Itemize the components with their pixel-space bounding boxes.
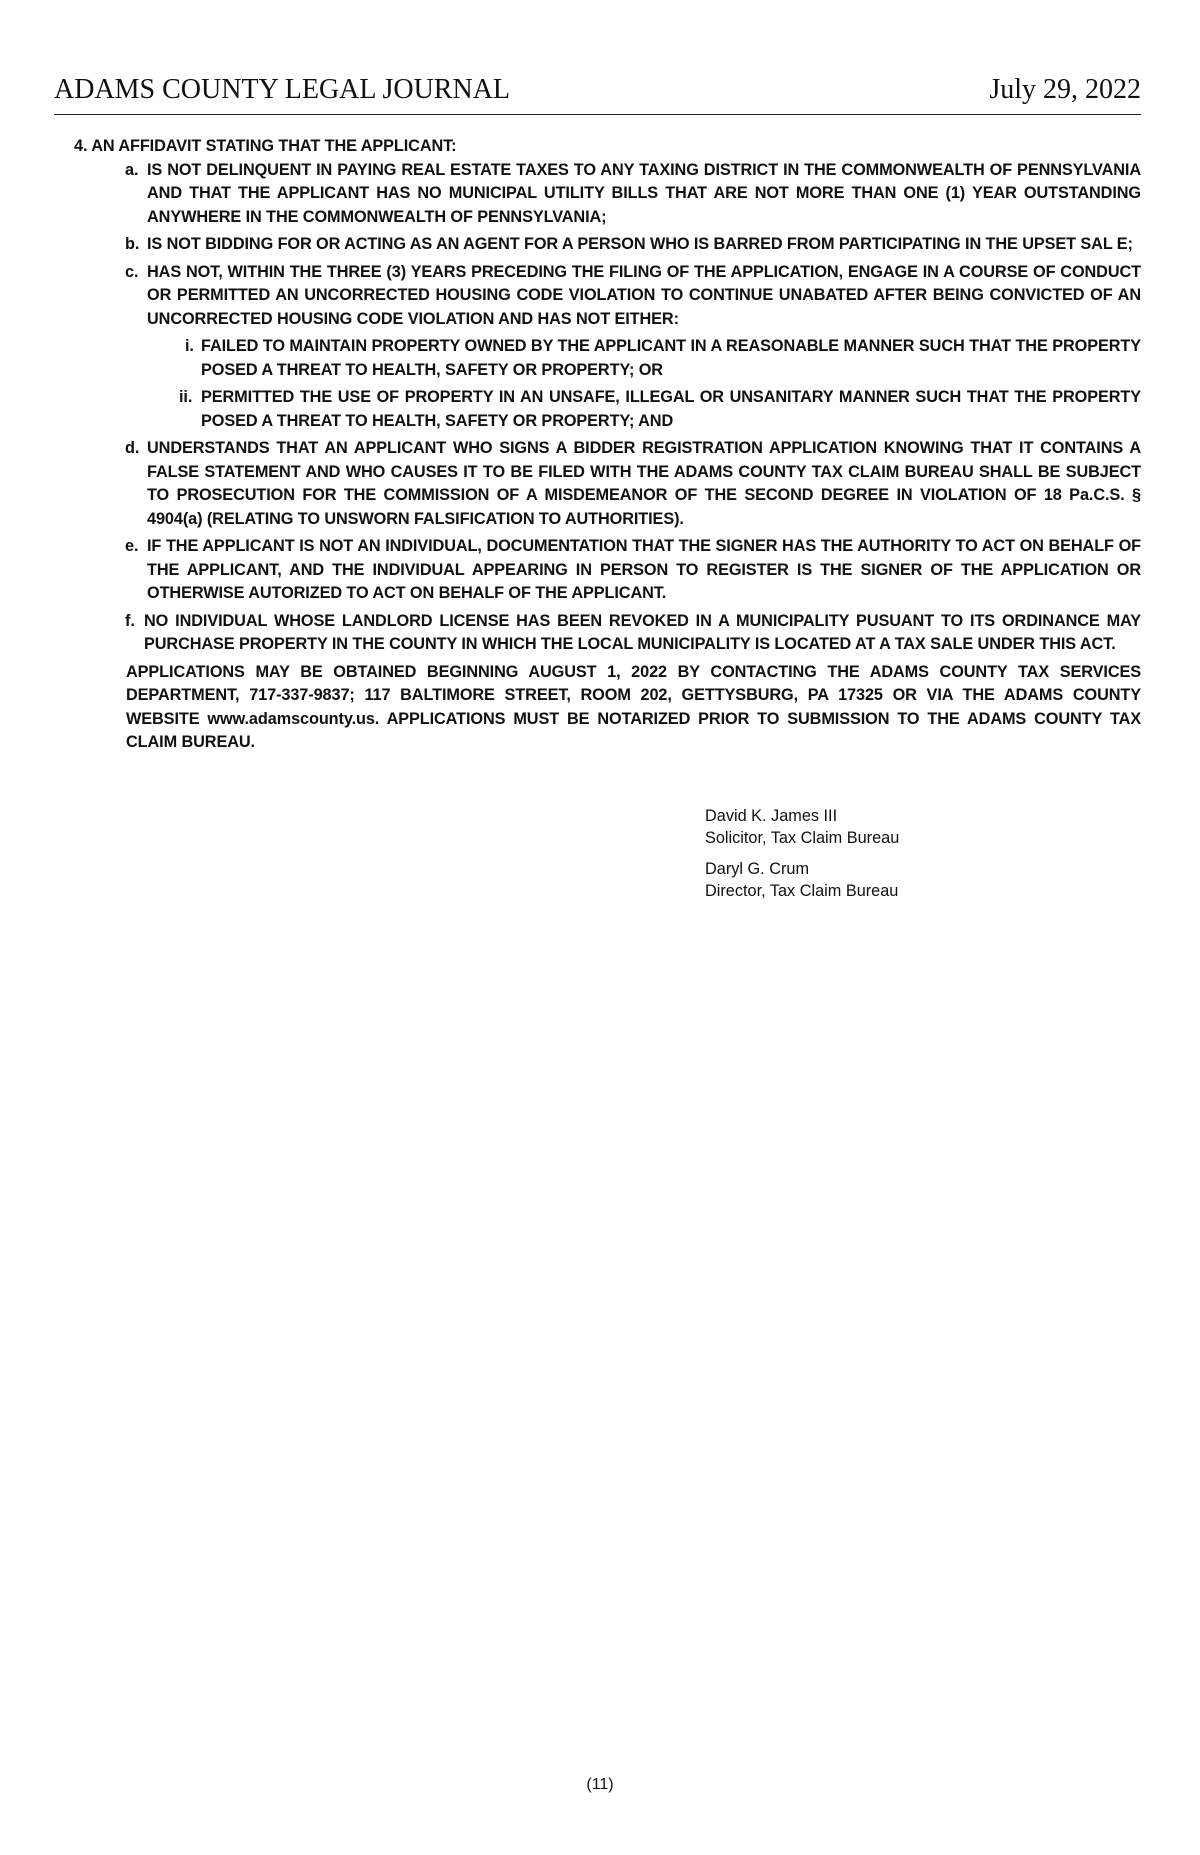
journal-title: ADAMS COUNTY LEGAL JOURNAL — [54, 74, 511, 105]
sub-item-f-text: NO INDIVIDUAL WHOSE LANDLORD LICENSE HAS BEEN REVOKED IN A MUNICIPALITY PUSUANT TO ITS ORDINANCE MAY PURCHASE PROPERTY IN THE COUNTY IN WHICH THE LOCAL MUNICIPALITY IS LOCATED AT A TAX SALE UNDER THIS ACT. — [144, 611, 1141, 653]
sub-item-b-marker: b. — [125, 235, 140, 253]
sub-item-a — [74, 159, 1141, 230]
issue-date: July 29, 2022 — [989, 74, 1141, 105]
page-number: (11) — [586, 1776, 614, 1793]
item-4-heading: 4. AN AFFIDAVIT STATING THAT THE APPLICANT: — [74, 137, 457, 155]
sub-item-c-marker: c. — [125, 262, 139, 281]
sub-item-d-marker: d. — [125, 439, 140, 457]
signature-solicitor — [705, 805, 899, 849]
notice-body — [74, 135, 1141, 755]
sub-item-c-text: HAS NOT, WITHIN THE THREE (3) YEARS PRECEDING THE FILING OF THE APPLICATION, ENGAGE IN A COURSE OF CONDUCT OR PERMITTED AN UNCORRECTED HOUSING CODE VIOLATION TO CONTINUE UNABATED AFTER BEING CONVICTED OF AN UNCORRECTED HOUSING CODE VIOLATION AND HAS NOT EITHER: — [147, 262, 1141, 328]
signature-blocks — [705, 805, 899, 911]
sub-item-b — [74, 233, 1141, 257]
sub-item-c — [74, 261, 1141, 332]
sub-item-c-i-marker: i. — [185, 337, 194, 355]
page-header — [54, 62, 1141, 115]
sub-item-c-i — [74, 335, 1141, 382]
sub-item-c-ii-marker: ii. — [179, 388, 193, 406]
signer-title: Solicitor, Tax Claim Bureau — [705, 829, 900, 847]
signer-name: David K. James III — [705, 807, 838, 825]
sub-item-f — [74, 610, 1141, 657]
sub-item-a-text: IS NOT DELINQUENT IN PAYING REAL ESTATE TAXES TO ANY TAXING DISTRICT IN THE COMMONWEALTH OF PENNSYLVANIA AND THAT THE APPLICANT HAS NO MUNICIPAL UTILITY BILLS THAT ARE NOT MORE THAN ONE (1) YEAR OUTSTANDING ANYWHERE IN THE COMMONWEALTH OF PENNSYLVANIA; — [147, 160, 1141, 226]
sub-item-e — [74, 535, 1141, 606]
sub-item-c-ii-text: PERMITTED THE USE OF PROPERTY IN AN UNSAFE, ILLEGAL OR UNSANITARY MANNER SUCH THAT THE PROPERTY POSED A THREAT TO HEALTH, SAFETY OR PROPERTY; AND — [201, 388, 1141, 430]
sub-item-e-text: IF THE APPLICANT IS NOT AN INDIVIDUAL, DOCUMENTATION THAT THE SIGNER HAS THE AUTHORITY TO ACT ON BEHALF OF THE APPLICANT, AND THE INDIVIDUAL APPEARING IN PERSON TO REGISTER IS THE SIGNER OF THE APPLICATION OR OTHERWISE AUTORIZED TO ACT ON BEHALF OF THE APPLICANT. — [147, 537, 1141, 602]
sub-item-b-text: IS NOT BIDDING FOR OR ACTING AS AN AGENT FOR A PERSON WHO IS BARRED FROM PARTICIPATING IN THE UPSET SAL E; — [147, 235, 1133, 253]
sub-item-e-marker: e. — [125, 537, 139, 555]
sub-item-c-i-text: FAILED TO MAINTAIN PROPERTY OWNED BY THE APPLICANT IN A REASONABLE MANNER SUCH THAT THE PROPERTY POSED A THREAT TO HEALTH, SAFETY OR PROPERTY; OR — [201, 337, 1141, 379]
sub-item-f-marker: f. — [125, 611, 135, 630]
signer-title: Director, Tax Claim Bureau — [705, 882, 899, 900]
sub-item-c-ii — [74, 386, 1141, 433]
signer-name: Daryl G. Crum — [705, 860, 810, 878]
signature-director — [705, 858, 899, 902]
sub-item-a-marker: a. — [125, 160, 139, 179]
sub-item-d-text: UNDERSTANDS THAT AN APPLICANT WHO SIGNS A BIDDER REGISTRATION APPLICATION KNOWING THAT IT CONTAINS A FALSE STATEMENT AND WHO CAUSES IT TO BE FILED WITH THE ADAMS COUNTY TAX CLAIM BUREAU SHALL BE SUBJECT TO PROSECUTION FOR THE COMMISSION OF A MISDEMEANOR OF THE SECOND DEGREE IN VIOLATION OF 18 Pa.C.S. § 4904(a) (RELATING TO UNSWORN FALSIFICATION TO AUTHORITIES). — [147, 439, 1141, 528]
applications-paragraph: APPLICATIONS MAY BE OBTAINED BEGINNING AUGUST 1, 2022 BY CONTACTING THE ADAMS COUNTY TAX SERVICES DEPARTMENT, 717-337-9837; 117 BALTIMORE STREET, ROOM 202, GETTYSBURG, PA 17325 OR VIA THE ADAMS COUNTY WEBSITE www.adamscounty.us. APPLICATIONS MUST BE NOTARIZED PRIOR TO SUBMISSION TO THE ADAMS COUNTY TAX CLAIM BUREAU. — [126, 662, 1141, 751]
sub-item-d — [74, 437, 1141, 531]
